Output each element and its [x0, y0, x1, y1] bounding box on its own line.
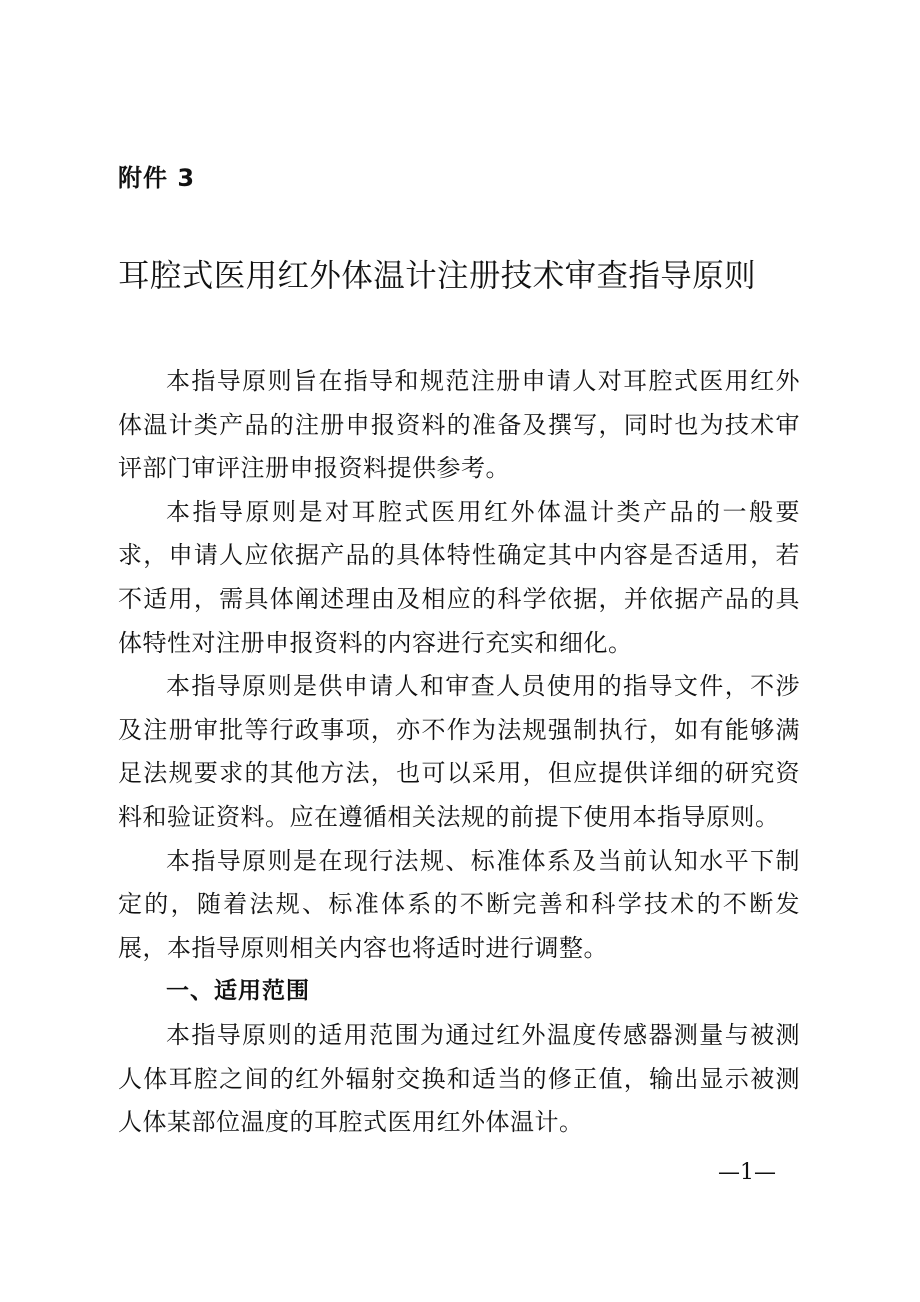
page-number: —1—: [718, 1160, 776, 1185]
paragraph-adjustment: 本指导原则是在现行法规、标准体系及当前认知水平下制定的，随着法规、标准体系的不断完善和科学技术的不断发展，本指导原则相关内容也将适时进行调整。: [118, 846, 800, 962]
attachment-label: 附件 3: [118, 164, 196, 192]
paragraph-usage-scope: 本指导原则是供申请人和审查人员使用的指导文件，不涉及注册审批等行政事项，亦不作为法规强制执行，如有能够满足法规要求的其他方法，也可以采用，但应提供详细的研究资料和验证资料。应在遵循相关法规的前提下使用本指导原则。: [118, 672, 800, 831]
section-heading-scope: 一、适用范围: [166, 978, 310, 1005]
paragraph-general-requirements: 本指导原则是对耳腔式医用红外体温计类产品的一般要求，申请人应依据产品的具体特性确定其中内容是否适用，若不适用，需具体阐述理由及相应的科学依据，并依据产品的具体特性对注册申报资料的内容进行充实和细化。: [118, 497, 800, 657]
paragraph-scope-text: 本指导原则的适用范围为通过红外温度传感器测量与被测人体耳腔之间的红外辐射交换和适当的修正值，输出显示被测人体某部位温度的耳腔式医用红外体温计。: [118, 1020, 800, 1137]
document-title: 耳腔式医用红外体温计注册技术审查指导原则: [118, 258, 757, 294]
document-body: [118, 360, 800, 1145]
paragraph-purpose: 本指导原则旨在指导和规范注册申请人对耳腔式医用红外体温计类产品的注册申报资料的准备及撰写，同时也为技术审评部门审评注册申报资料提供参考。: [118, 367, 800, 483]
